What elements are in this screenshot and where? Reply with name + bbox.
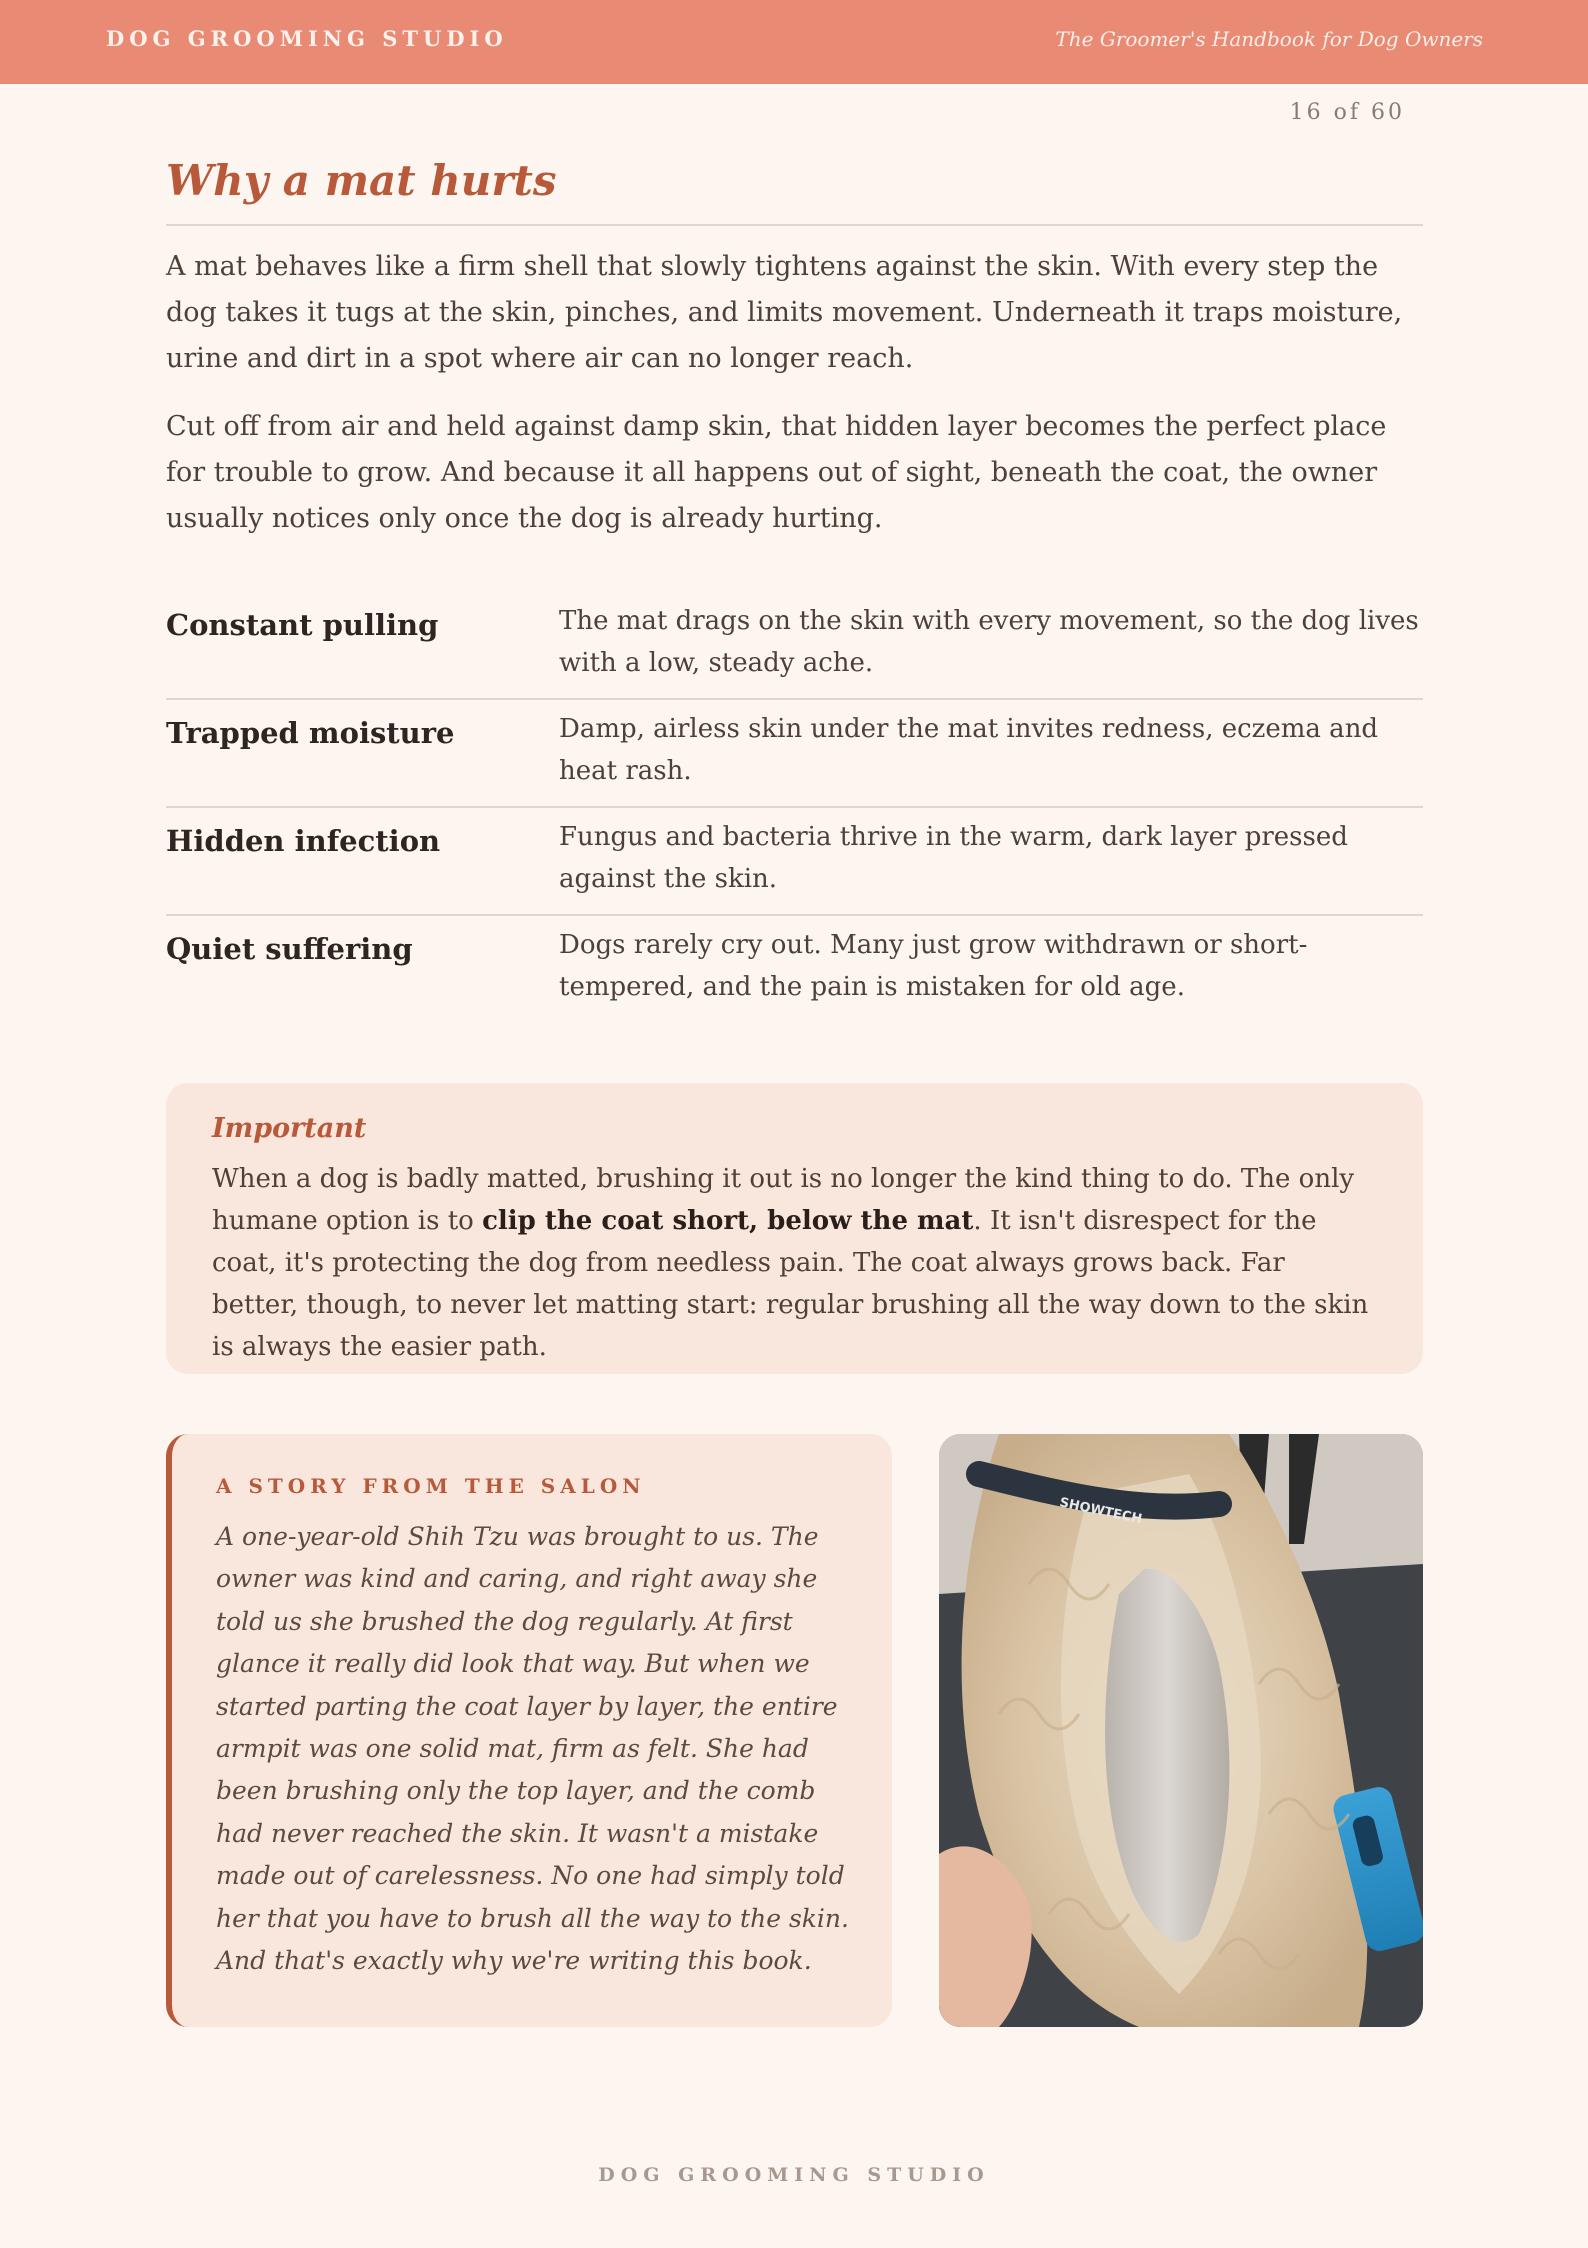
footer-brand: DOG GROOMING STUDIO <box>598 2164 990 2186</box>
effect-term: Constant pulling <box>166 608 439 642</box>
effect-term: Quiet suffering <box>166 932 413 966</box>
important-text <box>212 1158 1377 1368</box>
effect-description: Dogs rarely cry out. Many just grow withdrawn or short-tempered, and the pain is mistaken for old age. <box>559 930 1308 1002</box>
intro-paragraph-2: Cut off from air and held against damp skin, that hidden layer becomes the perfect place for trouble to grow. And because it all happens out of sight, beneath the coat, the owner usually notices only once the dog is already hurting. <box>166 411 1387 534</box>
effect-row <box>166 808 1423 916</box>
effect-description: Fungus and bacteria thrive in the warm, dark layer pressed against the skin. <box>559 822 1348 894</box>
important-text-end: . It isn't disrespect for the coat, it's protecting the dog from needless pain. The coat always grows back. Far better, though, to never let matting start: regular brushing all the way down to the skin is always the easier path. <box>212 1206 1369 1362</box>
story-text: A one-year-old Shih Tzu was brought to us. The owner was kind and caring, and right away she told us she brushed the dog regularly. At first glance it really did look that way. But when we started parting the coat layer by layer, the entire armpit was one solid mat, firm as felt. She had been brushing only the top layer, and the comb had never reached the skin. It wasn't a mistake made out of carelessness. No one had simply told her that you have to brush all the way to the skin. And that's exactly why we're writing this book. <box>216 1522 849 1976</box>
important-callout <box>166 1083 1423 1374</box>
matted-dog-photo <box>939 1434 1423 2027</box>
intro-paragraph-1: A mat behaves like a firm shell that slowly tightens against the skin. With every step the dog takes it tugs at the skin, pinches, and limits movement. Underneath it traps moisture, urine and dirt in a spot where air can no longer reach. <box>166 251 1403 374</box>
important-text-emphasis: clip the coat short, below the mat <box>482 1206 974 1236</box>
dog-coat-illustration <box>939 1434 1423 2027</box>
effect-term: Trapped moisture <box>166 716 455 750</box>
effect-row <box>166 916 1423 1022</box>
title-divider <box>166 224 1423 226</box>
effects-list <box>166 592 1423 1022</box>
effect-row <box>166 700 1423 808</box>
important-title: Important <box>212 1113 367 1144</box>
effect-row <box>166 592 1423 700</box>
header-brand: DOG GROOMING STUDIO <box>106 26 508 51</box>
header-book-title: The Groomer's Handbook for Dog Owners <box>1055 27 1483 51</box>
story-heading: A STORY FROM THE SALON <box>216 1474 646 1498</box>
effect-term: Hidden infection <box>166 824 441 858</box>
salon-story-callout <box>166 1434 892 2027</box>
section-title: Why a mat hurts <box>166 156 557 205</box>
effect-description: The mat drags on the skin with every movement, so the dog lives with a low, steady ache. <box>559 606 1419 678</box>
page-number: 16 of 60 <box>1289 100 1405 125</box>
important-text-start: When a dog is badly matted, brushing it out is no longer the kind thing to do. The only humane option is to <box>212 1164 1355 1236</box>
page-header <box>0 0 1588 84</box>
effect-description: Damp, airless skin under the mat invites redness, eczema and heat rash. <box>559 714 1379 786</box>
collar-text: SHOWTECH <box>1058 1495 1144 1528</box>
